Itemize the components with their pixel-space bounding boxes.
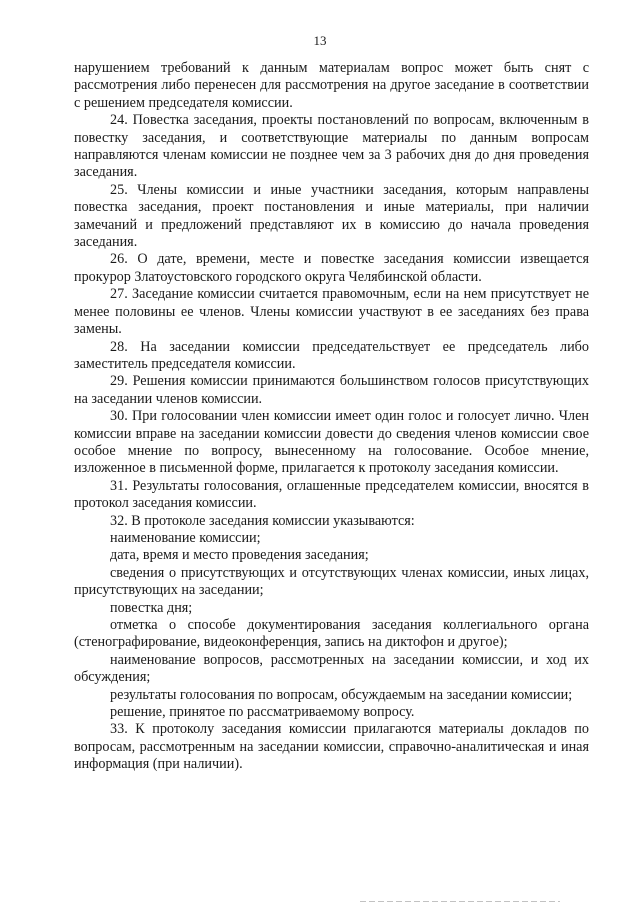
scan-artifact-line — [360, 901, 560, 902]
list-item: повестка дня; — [110, 599, 193, 616]
paragraph-28: 28. На заседании комиссии председательствует ее председатель либо заместитель председателя комиссии. — [74, 338, 589, 372]
document-body — [74, 60, 589, 774]
list-item: дата, время и место проведения заседания; — [110, 547, 369, 564]
list-item: наименование вопросов, рассмотренных на заседании комиссии, и ход их обсуждения; — [74, 651, 589, 686]
paragraph-30: 30. При голосовании член комиссии имеет один голос и голосует лично. Член комиссии вправе на заседании комиссии довести до сведения членов комиссии свое особое мнение по вопросу, вынесенному на голосование. Особое мнение, изложенное в письменной форме, прилагается к протоколу заседания комиссии. — [74, 408, 589, 477]
paragraph-continuation: нарушением требований к данным материалам вопрос может быть снят с рассмотрения либо перенесен для рассмотрения на другое заседание в соответствии с решением председателя комиссии. — [74, 60, 589, 111]
paragraph-29: 29. Решения комиссии принимаются большинством голосов присутствующих на заседании членов комиссии. — [74, 373, 589, 407]
paragraph-25: 25. Члены комиссии и иные участники заседания, которым направлены повестка заседания, проект постановления и иные материалы, при наличии замечаний и предложений представляют их в комиссию до начала проведения заседания. — [74, 181, 589, 251]
paragraph-31: 31. Результаты голосования, оглашенные председателем комиссии, вносятся в протокол заседания комиссии. — [74, 477, 589, 512]
paragraph-32: 32. В протоколе заседания комиссии указываются: — [110, 512, 415, 529]
paragraph-24: 24. Повестка заседания, проекты постановлений по вопросам, включенным в повестку заседания, и соответствующие материалы по данным вопросам направляются членам комиссии не позднее чем за 3 рабочих дня до дня проведения заседания. — [74, 112, 589, 181]
list-item: результаты голосования по вопросам, обсуждаемым на заседании комиссии; — [110, 686, 573, 703]
list-item: наименование комиссии; — [110, 529, 261, 546]
page-number: 13 — [313, 33, 327, 48]
list-item: сведения о присутствующих и отсутствующих членах комиссии, иных лицах, присутствующих на заседании; — [74, 564, 589, 599]
paragraph-33: 33. К протоколу заседания комиссии прилагаются материалы докладов по вопросам, рассмотренным на заседании комиссии, справочно-аналитическая и иная информация (при наличии). — [74, 721, 589, 773]
list-item: отметка о способе документирования заседания коллегиального органа (стенографирование, видеоконференция, запись на диктофон и другое); — [74, 617, 589, 651]
paragraph-27: 27. Заседание комиссии считается правомочным, если на нем присутствует не менее половины ее членов. Члены комиссии участвуют в ее заседаниях без права замены. — [74, 286, 589, 338]
paragraph-26: 26. О дате, времени, месте и повестке заседания комиссии извещается прокурор Златоустовского городского округа Челябинской области. — [74, 251, 589, 285]
list-item: решение, принятое по рассматриваемому вопросу. — [110, 704, 415, 721]
